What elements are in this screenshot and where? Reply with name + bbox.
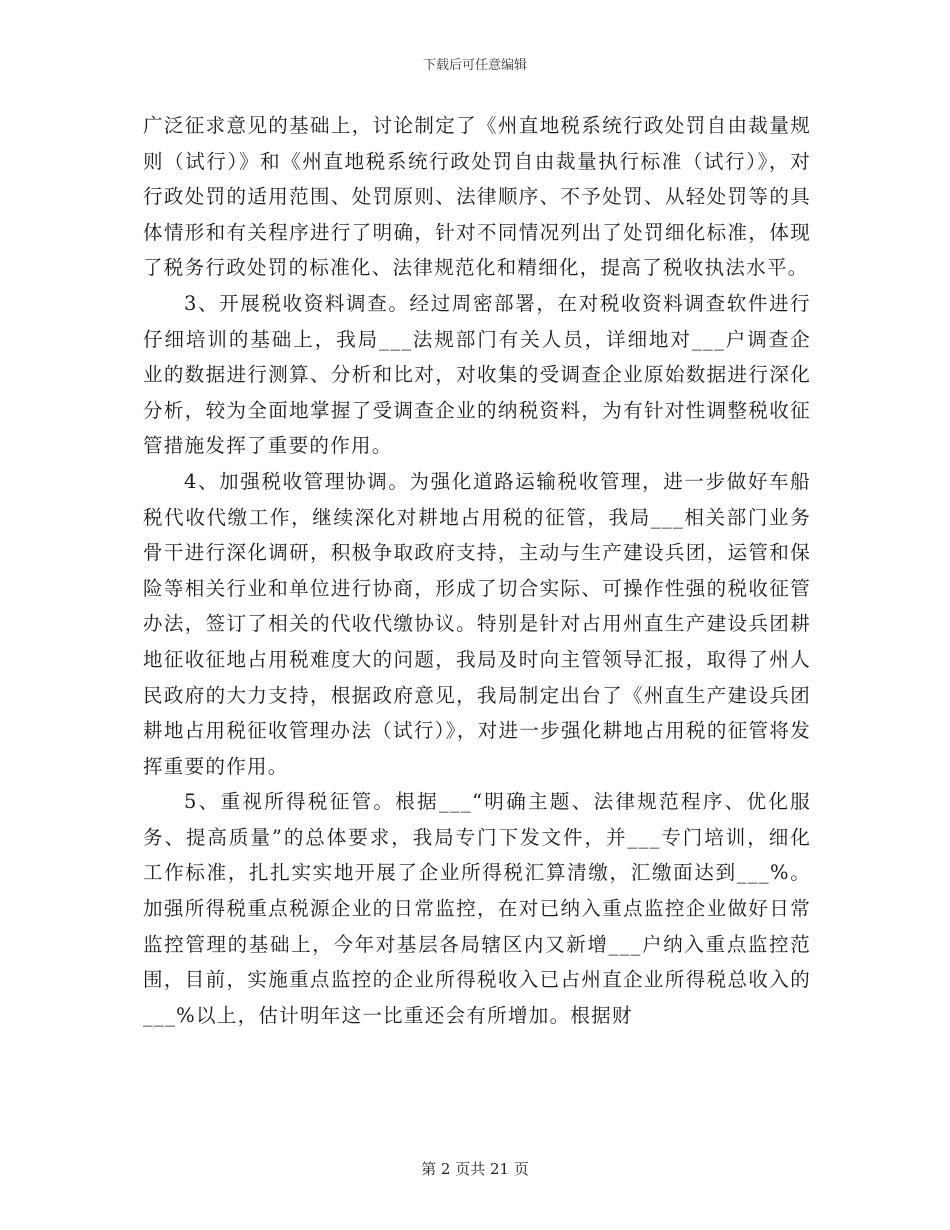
paragraph-continuation: 广泛征求意见的基础上，讨论制定了《州直地税系统行政处罚自由裁量规则（试行）》和《州直地税系统行政处罚自由裁量执行标准（试行）》，对行政处罚的适用范围、处罚原则、法律顺序、不予处罚、从轻处罚等的具体情形和有关程序进行了明确，针对不同情况列出了处罚细化标准，体现了税务行政处罚的标准化、法律规范化和精细化，提高了税收执法水平。: [143, 114, 811, 280]
page-footer: 第 2 页共 21 页: [421, 1160, 529, 1178]
paragraph-income-tax: 5、重视所得税征管。根据___“明确主题、法律规范程序、优化服务、提高质量”的总体要求，我局专门下发文件，并___专门培训，细化工作标准，扎扎实实地开展了企业所得税汇算清缴，汇缴面达到___%。加强所得税重点税源企业的日常监控，在对已纳入重点监控企业做好日常监控管理的基础上，今年对基层各局辖区内又新增___户纳入重点监控范围，目前，实施重点监控的企业所得税收入已占州直企业所得税总收入的___%以上，估计明年这一比重还会有所增加。根据财: [143, 790, 811, 1027]
document-body: [143, 108, 811, 1033]
paragraph-tax-data-survey: 3、开展税收资料调查。经过周密部署，在对税收资料调查软件进行仔细培训的基础上，我局___法规部门有关人员，详细地对___户调查企业的数据进行测算、分析和比对，对收集的受调查企业原始数据进行深化分析，较为全面地掌握了受调查企业的纳税资料，为有针对性调整税收征管措施发挥了重要的作用。: [143, 291, 811, 458]
paragraph-tax-coordination: 4、加强税收管理协调。为强化道路运输税收管理，进一步做好车船税代收代缴工作，继续深化对耕地占用税的征管，我局___相关部门业务骨干进行深化调研，积极争取政府支持，主动与生产建设兵团，运管和保险等相关行业和单位进行协商，形成了切合实际、可操作性强的税收征管办法，签订了相关的代收代缴协议。特别是针对占用州直生产建设兵团耕地征收征地占用税难度大的问题，我局及时向主管领导汇报，取得了州人民政府的大力支持，根据政府意见，我局制定出台了《州直生产建设兵团耕地占用税征收管理办法（试行）》，对进一步强化耕地占用税的征管将发挥重要的作用。: [143, 469, 811, 778]
page-header: 下载后可任意编辑: [422, 58, 527, 73]
